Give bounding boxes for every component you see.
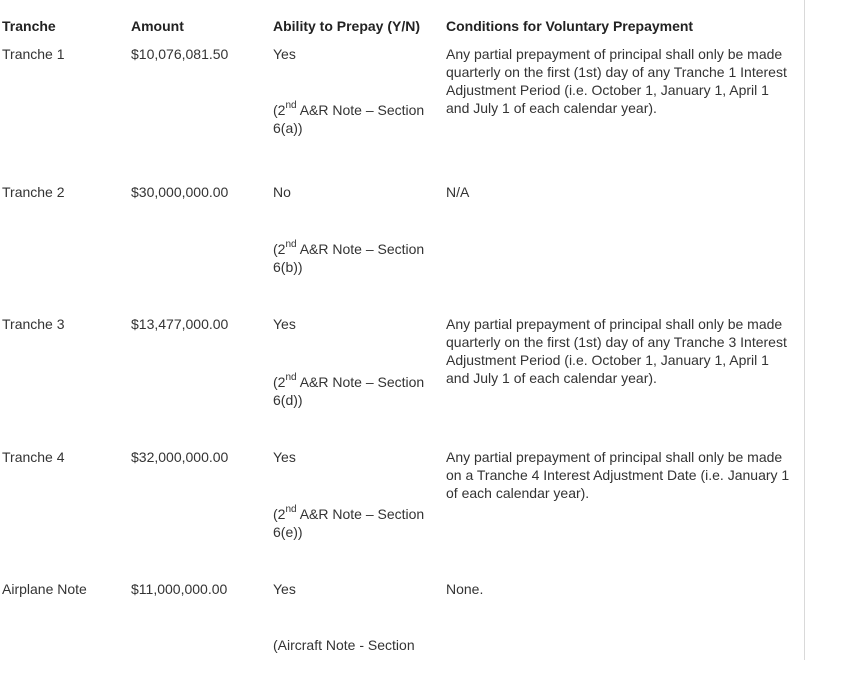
ref-prefix: (2 bbox=[273, 102, 286, 118]
row-4-reference bbox=[273, 505, 441, 541]
ref-prefix: (2 bbox=[273, 506, 286, 522]
row-3-amount: $13,477,000.00 bbox=[131, 316, 229, 332]
row-3-conditions: Any partial prepayment of principal shall only be made quarterly on the first (1st) day of any Tranche 3 Interest Adjustment Period (i.e. October 1, January 1, April 1 and July 1 of each calendar year). bbox=[446, 316, 787, 386]
ref-prefix: (Aircraft Note - Section bbox=[273, 637, 415, 653]
header-amount: Amount bbox=[131, 18, 184, 34]
ref-prefix: (2 bbox=[273, 374, 286, 390]
row-3-tranche: Tranche 3 bbox=[2, 316, 65, 332]
row-2-conditions: N/A bbox=[446, 184, 470, 200]
row-1-conditions: Any partial prepayment of principal shall only be made quarterly on the first (1st) day of any Tranche 1 Interest Adjustment Period (i.e. October 1, January 1, April 1 and July 1 of each calendar year). bbox=[446, 46, 787, 116]
row-5-prepay: Yes bbox=[273, 581, 296, 597]
ref-rest: A&R Note – Section 6(d)) bbox=[273, 374, 425, 408]
ref-superscript: nd bbox=[285, 504, 297, 516]
row-1-tranche: Tranche 1 bbox=[2, 46, 65, 62]
ref-rest: A&R Note – Section 6(e)) bbox=[273, 506, 425, 540]
row-1-amount: $10,076,081.50 bbox=[131, 46, 229, 62]
row-4-prepay: Yes bbox=[273, 449, 296, 465]
row-3-prepay: Yes bbox=[273, 316, 296, 332]
row-5-amount: $11,000,000.00 bbox=[131, 581, 228, 597]
row-2-amount: $30,000,000.00 bbox=[131, 184, 229, 200]
row-2-reference bbox=[273, 240, 441, 276]
row-1-reference bbox=[273, 101, 441, 137]
ref-rest: A&R Note – Section 6(b)) bbox=[273, 241, 425, 275]
ref-rest: A&R Note – Section 6(a)) bbox=[273, 102, 425, 136]
row-4-conditions: Any partial prepayment of principal shall only be made on a Tranche 4 Interest Adjustment Date (i.e. January 1 of each calendar year). bbox=[446, 449, 790, 501]
row-1-prepay: Yes bbox=[273, 46, 296, 62]
row-3-reference bbox=[273, 373, 441, 409]
ref-superscript: nd bbox=[285, 100, 297, 112]
ref-superscript: nd bbox=[285, 372, 297, 384]
row-4-amount: $32,000,000.00 bbox=[131, 449, 229, 465]
ref-superscript: nd bbox=[285, 239, 297, 251]
row-5-reference bbox=[273, 636, 441, 654]
row-2-prepay: No bbox=[273, 184, 291, 200]
header-conditions: Conditions for Voluntary Prepayment bbox=[446, 18, 694, 34]
header-ability-to-prepay: Ability to Prepay (Y/N) bbox=[273, 18, 421, 34]
row-2-tranche: Tranche 2 bbox=[2, 184, 65, 200]
row-5-tranche: Airplane Note bbox=[2, 581, 87, 597]
header-tranche: Tranche bbox=[2, 18, 56, 34]
page-edge-divider bbox=[804, 0, 805, 660]
row-4-tranche: Tranche 4 bbox=[2, 449, 65, 465]
ref-prefix: (2 bbox=[273, 241, 286, 257]
row-5-conditions: None. bbox=[446, 581, 484, 597]
